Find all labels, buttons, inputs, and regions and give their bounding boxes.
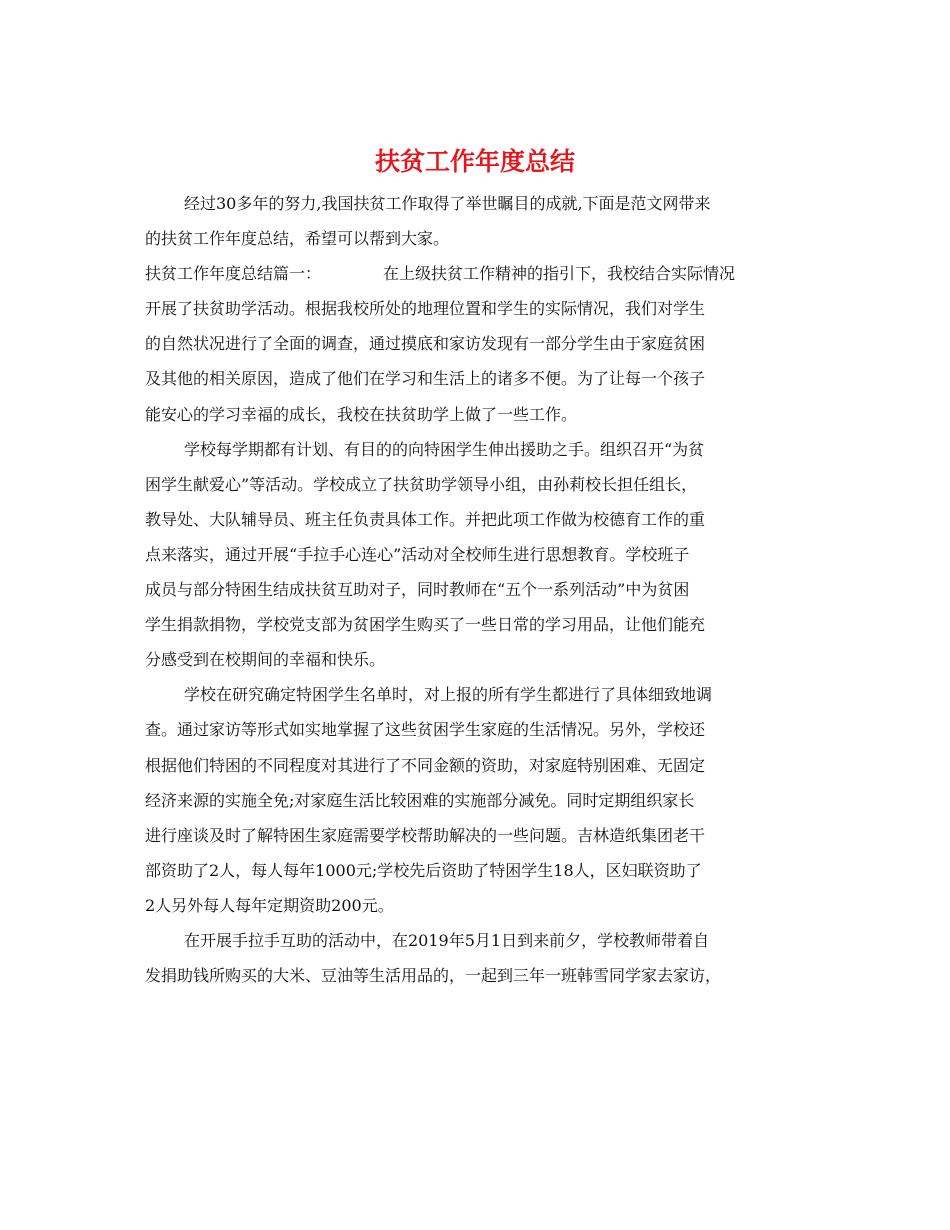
paragraph-line: 成员与部分特困生结成扶贫互助对子，同时教师在“五个一系列活动”中为贫困 — [145, 580, 690, 600]
paragraph-line: 教导处、大队辅导员、班主任负责具体工作。并把此项工作做为校德育工作的重 — [145, 509, 706, 529]
paragraph-line: 开展了扶贫助学活动。根据我校所处的地理位置和学生的实际情况，我们对学生 — [145, 299, 706, 319]
paragraph-line: 点来落实，通过开展“手拉手心连心”活动对全校师生进行思想教育。学校班子 — [145, 544, 690, 564]
document-body — [145, 186, 805, 993]
paragraph-line-with-heading — [145, 256, 805, 291]
paragraph-line: 及其他的相关原因，造成了他们在学习和生活上的诸多不便。为了让每一个孩子 — [145, 369, 706, 389]
paragraph-line: 学生捐款捐物，学校党支部为贫困学生购买了一些日常的学习用品，让他们能充 — [145, 615, 706, 635]
paragraph-line: 进行座谈及时了解特困生家庭需要学校帮助解决的一些问题。吉林造纸集团老干 — [145, 825, 706, 845]
paragraph-line: 发捐助钱所购买的大米、豆油等生活用品的，一起到三年一班韩雪同学家去家访， — [145, 966, 722, 986]
paragraph-line: 根据他们特困的不同程度对其进行了不同金额的资助，对家庭特别困难、无固定 — [145, 755, 706, 775]
paragraph-line: 2人另外每人每年定期资助200元。 — [145, 895, 394, 915]
paragraph-line: 能安心的学习幸福的成长，我校在扶贫助学上做了一些工作。 — [145, 404, 578, 424]
paragraph-line: 部资助了2人，每人每年1000元;学校先后资助了特困学生18人，区妇联资助了 — [145, 860, 702, 880]
paragraph-line: 的扶贫工作年度总结，希望可以帮到大家。 — [145, 229, 450, 249]
paragraph-line: 困学生献爱心”等活动。学校成立了扶贫助学领导小组，由孙莉校长担任组长， — [145, 474, 698, 494]
paragraph-line: 学校每学期都有计划、有目的的向特困学生伸出援助之手。组织召开“为贫 — [184, 439, 705, 459]
paragraph-line: 查。通过家访等形式如实地掌握了这些贫困学生家庭的生活情况。另外，学校还 — [145, 720, 706, 740]
paragraph-line: 经济来源的实施全免;对家庭生活比较困难的实施部分减免。同时定期组织家长 — [145, 790, 695, 810]
paragraph-line: 的自然状况进行了全面的调查，通过摸底和家访发现有一部分学生由于家庭贫困 — [145, 334, 706, 354]
paragraph-line: 经过30多年的努力,我国扶贫工作取得了举世瞩目的成就,下面是范文网带来 — [184, 194, 711, 213]
paragraph-text: 在上级扶贫工作精神的指引下，我校结合实际情况 — [383, 264, 736, 284]
paragraph-line: 学校在研究确定特困学生名单时，对上报的所有学生都进行了具体细致地调 — [184, 685, 713, 705]
paragraph-line: 分感受到在校期间的幸福和快乐。 — [145, 650, 386, 670]
document-title: 扶贫工作年度总结 — [374, 147, 575, 176]
paragraph-line: 在开展手拉手互助的活动中，在2019年5月1日到来前夕，学校教师带着自 — [184, 930, 710, 950]
section-heading: 扶贫工作年度总结篇一： — [145, 264, 322, 284]
